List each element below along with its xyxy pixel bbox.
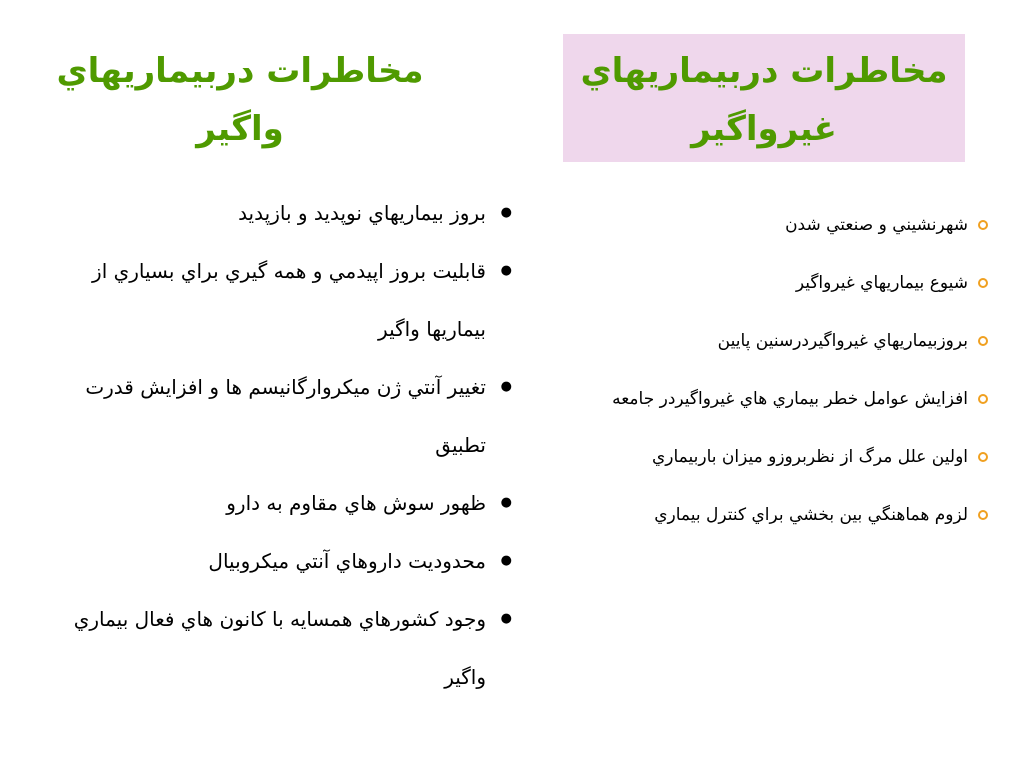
list-item-text: اولين علل مرگ از نظربروزو ميزان باربيماري — [651, 447, 968, 467]
right-title-line1: مخاطرات دربيماريهاي — [580, 51, 948, 91]
list-item — [572, 370, 994, 428]
list-item-text: لزوم هماهنگي بين بخشي براي كنترل بيماري — [654, 505, 968, 525]
left-column-title — [40, 42, 440, 158]
list-item-text: شيوع بيماريهاي غيرواگير — [795, 273, 968, 293]
left-title-line2: واگير — [196, 109, 284, 149]
right-title-line2: غيرواگير — [691, 109, 837, 149]
right-column-title — [563, 34, 965, 162]
left-title-line1: مخاطرات دربيماريهاي — [56, 51, 424, 91]
list-item — [572, 196, 994, 254]
list-item-text: قابليت بروز اپيدمي و همه گيري براي بسياري از بيماريها واگير — [92, 259, 486, 341]
list-item — [34, 532, 516, 590]
list-item-text: تغيير آنتي ژن ميكروارگانيسم ها و افزايش قدرت تطبيق — [85, 375, 486, 457]
list-item-text: بروز بيماريهاي نوپديد و بازپديد — [238, 201, 486, 225]
list-item — [34, 184, 516, 242]
list-item-text: وجود كشورهاي همسايه با كانون هاي فعال بيماري واگير — [73, 607, 486, 689]
list-item-text: شهرنشيني و صنعتي شدن — [785, 215, 968, 235]
list-item — [572, 254, 994, 312]
communicable-disease-risk-list — [34, 184, 516, 706]
list-item-text: محدوديت داروهاي آنتي ميكروبيال — [208, 549, 486, 573]
list-item — [34, 474, 516, 532]
list-item-text: بروزبيماريهاي غيرواگيردرسنين پايين — [717, 331, 968, 351]
list-item — [572, 312, 994, 370]
list-item-text: افزايش عوامل خطر بيماري هاي غيرواگيردر جامعه — [612, 389, 968, 409]
list-item — [34, 358, 516, 474]
list-item — [572, 428, 994, 486]
list-item — [34, 242, 516, 358]
list-item — [34, 590, 516, 706]
noncommunicable-disease-risk-list — [572, 196, 994, 544]
list-item-text: ظهور سوش هاي مقاوم به دارو — [226, 491, 486, 515]
list-item — [572, 486, 994, 544]
